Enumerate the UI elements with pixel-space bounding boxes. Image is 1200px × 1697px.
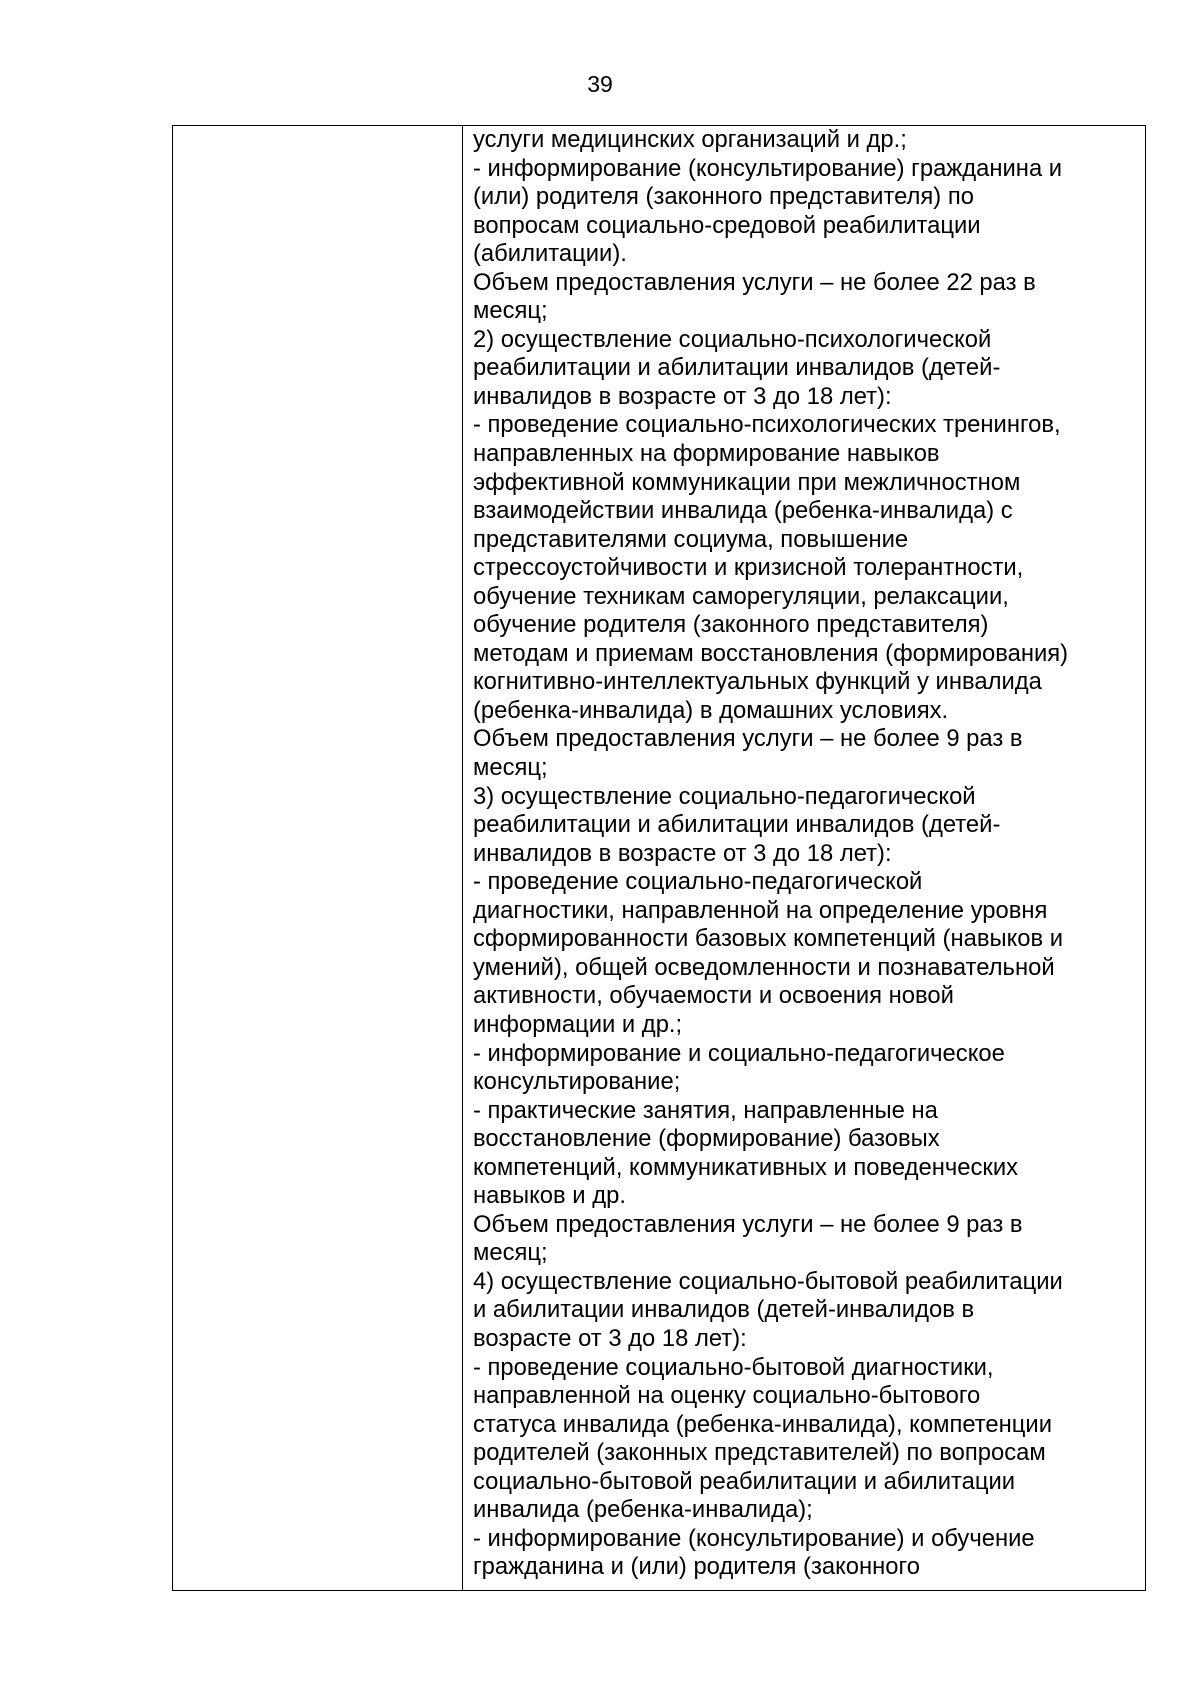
text-line: навыков и др. bbox=[473, 1182, 626, 1210]
text-line: умений), общей осведомленности и познавательной bbox=[473, 953, 1055, 981]
text-line: (абилитации). bbox=[473, 240, 627, 268]
text-line: когнитивно-интеллектуальных функций у инвалида bbox=[473, 668, 1042, 696]
page-number: 39 bbox=[587, 71, 613, 97]
text-line: 4) осуществление социально-бытовой реабилитации bbox=[473, 1267, 1063, 1295]
text-line: реабилитации и абилитации инвалидов (детей- bbox=[473, 354, 1001, 382]
text-line: эффективной коммуникации при межличностном bbox=[473, 468, 1021, 496]
text-line: - проведение социально-бытовой диагностики, bbox=[473, 1353, 994, 1381]
text-line: представителями социума, повышение bbox=[473, 525, 909, 553]
text-line: - проведение социально-педагогической bbox=[473, 868, 923, 896]
text-line: реабилитации и абилитации инвалидов (детей- bbox=[473, 811, 1001, 839]
text-line: инвалида (ребенка-инвалида); bbox=[473, 1496, 813, 1524]
document-table bbox=[172, 125, 1146, 1591]
text-line: - информирование (консультирование) и обучение bbox=[473, 1524, 1035, 1552]
text-line: (ребенка-инвалида) в домашних условиях. bbox=[473, 696, 949, 724]
text-line: методам и приемам восстановления (формирования) bbox=[473, 639, 1069, 667]
text-line: консультирование; bbox=[473, 1068, 681, 1096]
table-cell-right bbox=[463, 126, 1145, 1590]
text-line: инвалидов в возрасте от 3 до 18 лет): bbox=[473, 839, 892, 867]
text-line: (или) родителя (законного представителя) по bbox=[473, 183, 974, 211]
text-line: месяц; bbox=[473, 1239, 548, 1267]
text-line: - проведение социально-психологических тренингов, bbox=[473, 411, 1061, 439]
text-line: активности, обучаемости и освоения новой bbox=[473, 982, 954, 1010]
text-line: месяц; bbox=[473, 297, 548, 325]
text-line: направленной на оценку социально-бытового bbox=[473, 1382, 981, 1410]
text-line: обучение родителя (законного представителя) bbox=[473, 611, 989, 639]
text-line: диагностики, направленной на определение уровня bbox=[473, 896, 1048, 924]
text-line: - практические занятия, направленные на bbox=[473, 1096, 938, 1124]
text-line: стрессоустойчивости и кризисной толерантности, bbox=[473, 554, 1024, 582]
text-line: направленных на формирование навыков bbox=[473, 440, 940, 468]
text-line: месяц; bbox=[473, 754, 548, 782]
text-line: вопросам социально-средовой реабилитации bbox=[473, 211, 981, 239]
text-line: взаимодействии инвалида (ребенка-инвалида) с bbox=[473, 497, 1013, 525]
text-line: статуса инвалида (ребенка-инвалида), компетенции bbox=[473, 1410, 1053, 1438]
text-line: социально-бытовой реабилитации и абилитации bbox=[473, 1467, 1016, 1495]
text-line: гражданина и (или) родителя (законного bbox=[473, 1553, 920, 1581]
text-line: Объем предоставления услуги – не более 9 раз в bbox=[473, 725, 1023, 753]
text-line: Объем предоставления услуги – не более 9 раз в bbox=[473, 1210, 1023, 1238]
text-line: Объем предоставления услуги – не более 22 раз в bbox=[473, 268, 1036, 296]
text-line: - информирование и социально-педагогическое bbox=[473, 1039, 1005, 1067]
text-line: информации и др.; bbox=[473, 1010, 683, 1038]
text-line: - информирование (консультирование) гражданина и bbox=[473, 154, 1063, 182]
text-line: обучение техникам саморегуляции, релаксации, bbox=[473, 582, 1009, 610]
table-cell-left bbox=[173, 126, 463, 1590]
text-line: родителей (законных представителей) по вопросам bbox=[473, 1439, 1046, 1467]
text-line: восстановление (формирование) базовых bbox=[473, 1125, 940, 1153]
text-line: компетенций, коммуникативных и поведенческих bbox=[473, 1153, 1019, 1181]
text-line: сформированности базовых компетенций (навыков и bbox=[473, 925, 1064, 953]
text-line: возрасте от 3 до 18 лет): bbox=[473, 1324, 747, 1352]
text-line: и абилитации инвалидов (детей-инвалидов в bbox=[473, 1296, 975, 1324]
text-line: услуги медицинских организаций и др.; bbox=[473, 126, 907, 153]
text-line: 2) осуществление социально-психологической bbox=[473, 325, 992, 353]
text-line: 3) осуществление социально-педагогической bbox=[473, 782, 976, 810]
text-line: инвалидов в возрасте от 3 до 18 лет): bbox=[473, 382, 892, 410]
